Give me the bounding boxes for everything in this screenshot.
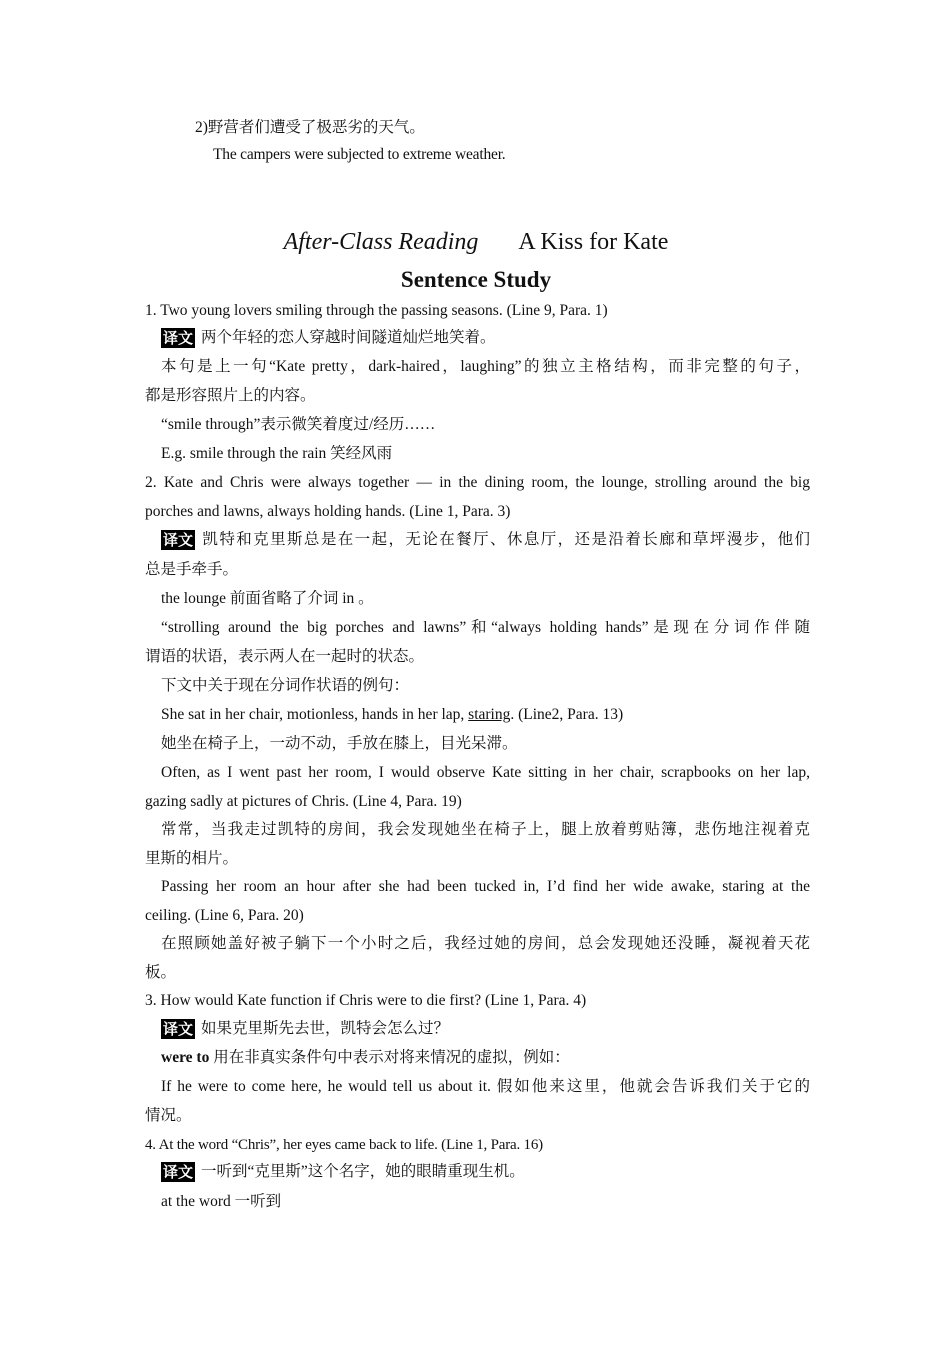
s2-note1: the lounge 前面省略了介词 in 。 — [161, 590, 374, 607]
s1-note2: “smile through”表示微笑着度过/经历…… — [161, 416, 436, 433]
s3-translation-row — [161, 1019, 449, 1039]
s2-example3-line1: Passing her room an hour after she had been tucked in, I’d find her wide awake, staring at the — [161, 878, 810, 895]
s3-example-line2: 情况。 — [145, 1107, 192, 1124]
s3-example-line1: If he were to come here, he would tell us about it. 假如他来这里，他就会告诉我们关于它的 — [161, 1078, 810, 1095]
s1-sentence: 1. Two young lovers smiling through the passing seasons. (Line 9, Para. 1) — [145, 302, 608, 319]
translation-tag-icon: 译文 — [163, 531, 194, 549]
s2-translation-row — [161, 530, 810, 550]
s2-note2-line2: 谓语的状语，表示两人在一起时的状态。 — [145, 648, 425, 665]
s3-note-text: 用在非真实条件句中表示对将来情况的虚拟，例如： — [209, 1049, 570, 1066]
title-story-name: A Kiss for Kate — [518, 229, 669, 255]
translation-tag-icon: 译文 — [163, 1163, 194, 1181]
s2-example2-chinese-line2: 里斯的相片。 — [145, 850, 239, 867]
s2-sentence-line2: porches and lawns, always holding hands. (Line 1, Para. 3) — [145, 503, 511, 520]
s2-example1 — [161, 705, 623, 725]
s2-example2-line2: gazing sadly at pictures of Chris. (Line 4, Para. 19) — [145, 793, 462, 810]
s4-translation: 一听到“克里斯”这个名字，她的眼睛重现生机。 — [201, 1163, 525, 1180]
s3-note-keyword: were to — [161, 1049, 210, 1066]
translation-tag-icon: 译文 — [163, 1020, 194, 1038]
s4-sentence: 4. At the word “Chris”, her eyes came back to life. (Line 1, Para. 16) — [145, 1137, 543, 1153]
s2-note2-line1: “strolling around the big porches and lawns”和“always holding hands”是现在分词作伴随 — [161, 619, 810, 636]
s2-example3-chinese-line2: 板。 — [145, 964, 177, 981]
s2-example2-chinese-line1: 常常，当我走过凯特的房间，我会发现她坐在椅子上，腿上放着剪贴簿，悲伤地注视着克 — [161, 821, 810, 838]
intro-item2-chinese: 2)野营者们遭受了极恶劣的天气。 — [195, 119, 425, 136]
s2-translation-line1: 凯特和克里斯总是在一起，无论在餐厅、休息厅，还是沿着长廊和草坪漫步，他们 — [201, 531, 810, 548]
s3-sentence: 3. How would Kate function if Chris were to die first? (Line 1, Para. 4) — [145, 992, 587, 1009]
s1-translation-row — [161, 328, 496, 348]
title-after-class-reading: After-Class Reading — [283, 229, 479, 255]
s2-example1-underlined: staring — [468, 706, 511, 723]
intro-item2-english: The campers were subjected to extreme weather. — [213, 146, 506, 163]
section-heading: Sentence Study — [400, 267, 552, 292]
s2-example2-line1: Often, as I went past her room, I would observe Kate sitting in her chair, scrapbooks on her lap, — [161, 764, 810, 781]
s2-sentence-line1: 2. Kate and Chris were always together — in the dining room, the lounge, strolling around the big — [145, 474, 810, 491]
s3-translation: 如果克里斯先去世，凯特会怎么过？ — [201, 1020, 450, 1037]
reading-title — [0, 227, 952, 257]
s2-example1-text: She sat in her chair, motionless, hands in her lap, — [161, 706, 469, 723]
s2-example1-ref: . (Line2, Para. 13) — [510, 706, 624, 723]
s2-example3-chinese-line1: 在照顾她盖好被子躺下一个小时之后，我经过她的房间，总会发现她还没睡，凝视着天花 — [161, 935, 810, 952]
s1-example: E.g. smile through the rain 笑经风雨 — [161, 445, 393, 462]
s3-note — [161, 1048, 570, 1068]
s2-note3: 下文中关于现在分词作状语的例句： — [161, 677, 410, 694]
s1-note1-line2: 都是形容照片上的内容。 — [145, 387, 316, 404]
s1-translation: 两个年轻的恋人穿越时间隧道灿烂地笑着。 — [201, 329, 496, 346]
s4-note: at the word 一听到 — [161, 1193, 282, 1210]
s2-translation-line2: 总是手牵手。 — [145, 561, 239, 578]
s4-translation-row — [161, 1162, 525, 1182]
translation-tag-icon: 译文 — [163, 329, 194, 347]
s2-example3-line2: ceiling. (Line 6, Para. 20) — [145, 907, 304, 924]
s2-example1-chinese: 她坐在椅子上，一动不动，手放在膝上，目光呆滞。 — [161, 735, 518, 752]
s1-note1-line1: 本句是上一句“Kate pretty，dark-haired，laughing”的独立主格结构，而非完整的句子， — [161, 358, 810, 375]
